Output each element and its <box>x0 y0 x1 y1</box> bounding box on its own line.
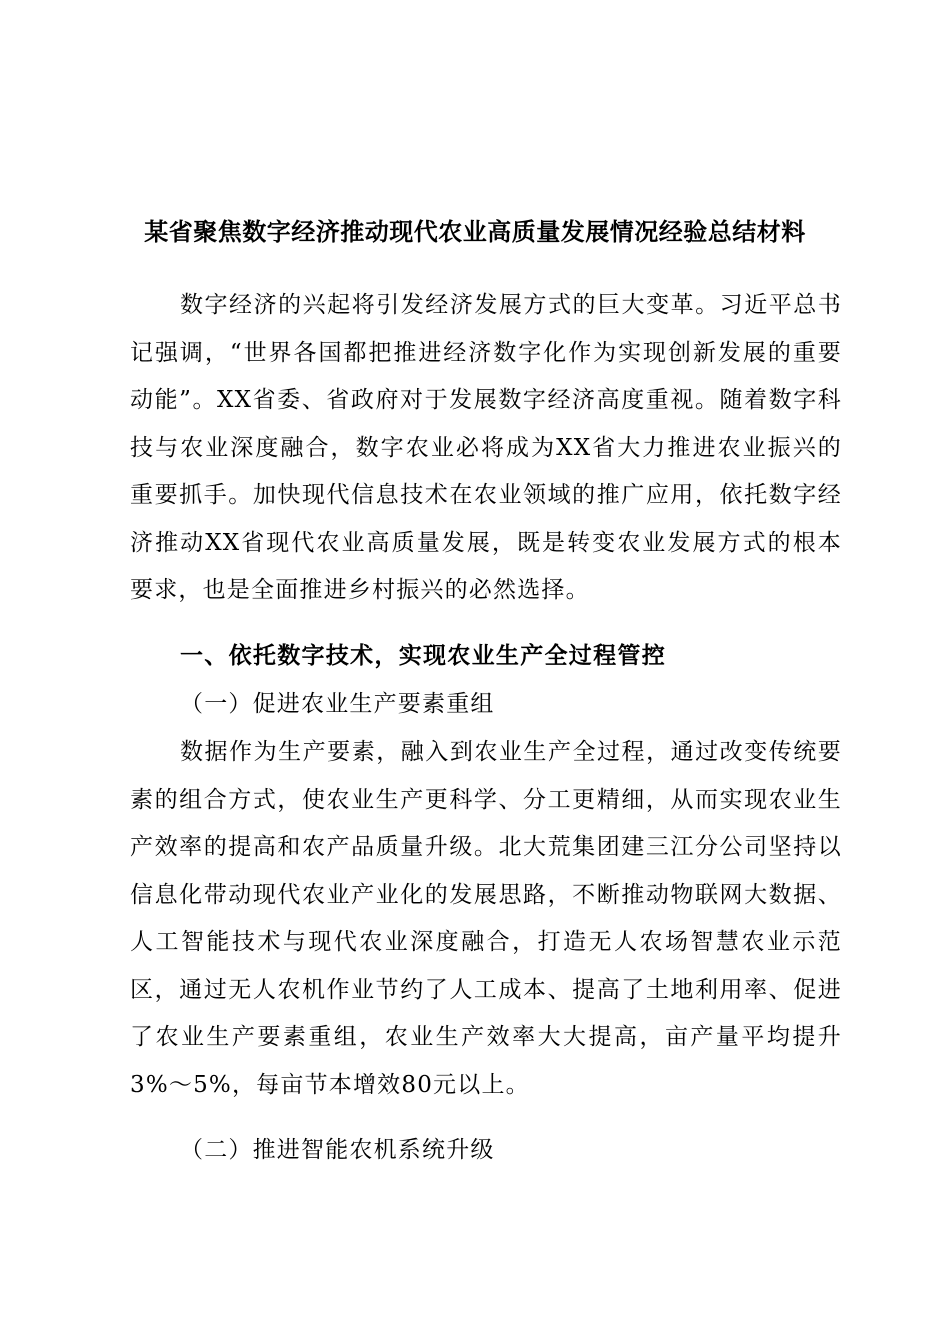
section-1-heading: 一、依托数字技术，实现农业生产全过程管控 <box>180 643 666 669</box>
subsection-2-heading: （二）推进智能农机系统升级 <box>180 1137 495 1163</box>
subsection-1-heading: （一）促进农业生产要素重组 <box>180 691 495 717</box>
intro-paragraph: 数字经济的兴起将引发经济发展方式的巨大变革。习近平总书记强调，“世界各国都把推进经济数字化作为实现创新发展的重要动能”。XX省委、省政府对于发展数字经济高度重视。随着数字科技与农业深度融合，数字农业必将成为XX省大力推进农业振兴的重要抓手。加快现代信息技术在农业领域的推广应用，依托数字经济推动XX省现代农业高质量发展，既是转变农业发展方式的根本要求，也是全面推进乡村振兴的必然选择。 <box>130 292 842 603</box>
subsection-1-paragraph: 数据作为生产要素，融入到农业生产全过程，通过改变传统要素的组合方式，使农业生产更科学、分工更精细，从而实现农业生产效率的提高和农产品质量升级。北大荒集团建三江分公司坚持以信息化带动现代农业产业化的发展思路，不断推动物联网大数据、人工智能技术与现代农业深度融合，打造无人农场智慧农业示范区，通过无人农机作业节约了人工成本、提高了土地利用率、促进了农业生产要素重组，农业生产效率大大提高，亩产量平均提升3%～5%，每亩节本增效80元以上。 <box>130 739 842 1098</box>
document-title: 某省聚焦数字经济推动现代农业高质量发展情况经验总结材料 <box>144 218 806 246</box>
